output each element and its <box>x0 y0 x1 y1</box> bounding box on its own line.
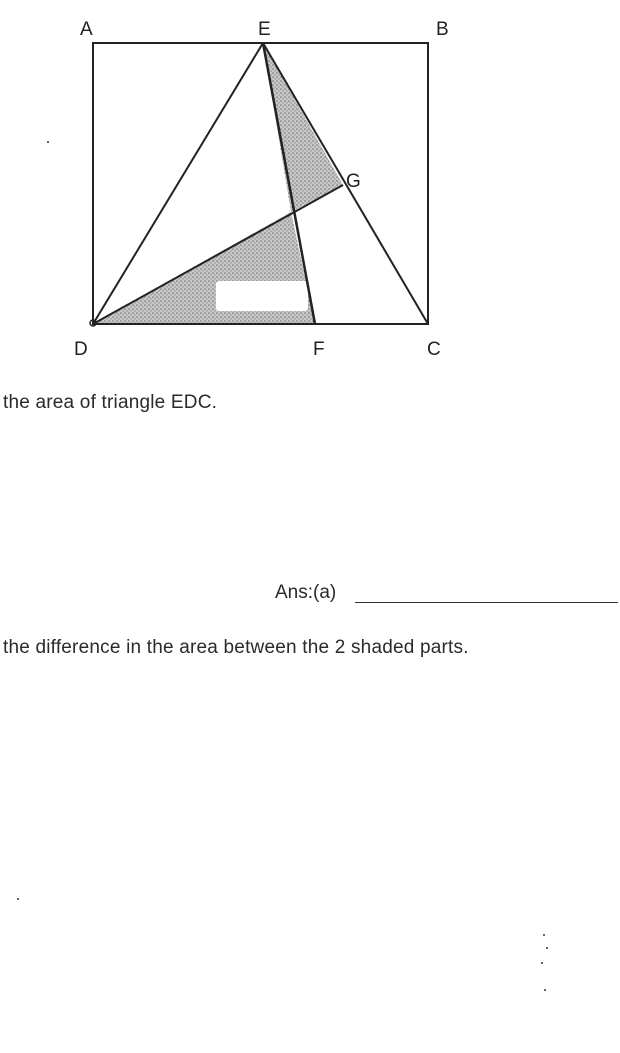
answer-a-line <box>275 580 620 610</box>
label-d: D <box>74 339 88 360</box>
scan-speck <box>543 934 545 936</box>
scan-speck <box>546 947 548 949</box>
geometry-diagram <box>0 0 620 370</box>
label-g: G <box>346 171 361 192</box>
shaded-triangle-upper <box>263 43 343 212</box>
diagram-svg <box>0 0 620 370</box>
label-a: A <box>80 19 93 40</box>
question-b-text: the difference in the area between the 2 shaded parts. <box>3 637 469 658</box>
answer-a-blank[interactable] <box>355 602 618 603</box>
label-c: C <box>427 339 441 360</box>
scan-speck <box>544 989 546 991</box>
label-b: B <box>436 19 449 40</box>
white-patch <box>216 281 308 311</box>
label-f: F <box>313 339 325 360</box>
scan-speck <box>541 962 543 964</box>
label-e: E <box>258 19 271 40</box>
scan-speck <box>17 898 19 900</box>
question-a-text: the area of triangle EDC. <box>3 392 218 413</box>
scan-speck <box>47 141 49 143</box>
answer-a-label: Ans:(a) <box>275 582 337 603</box>
